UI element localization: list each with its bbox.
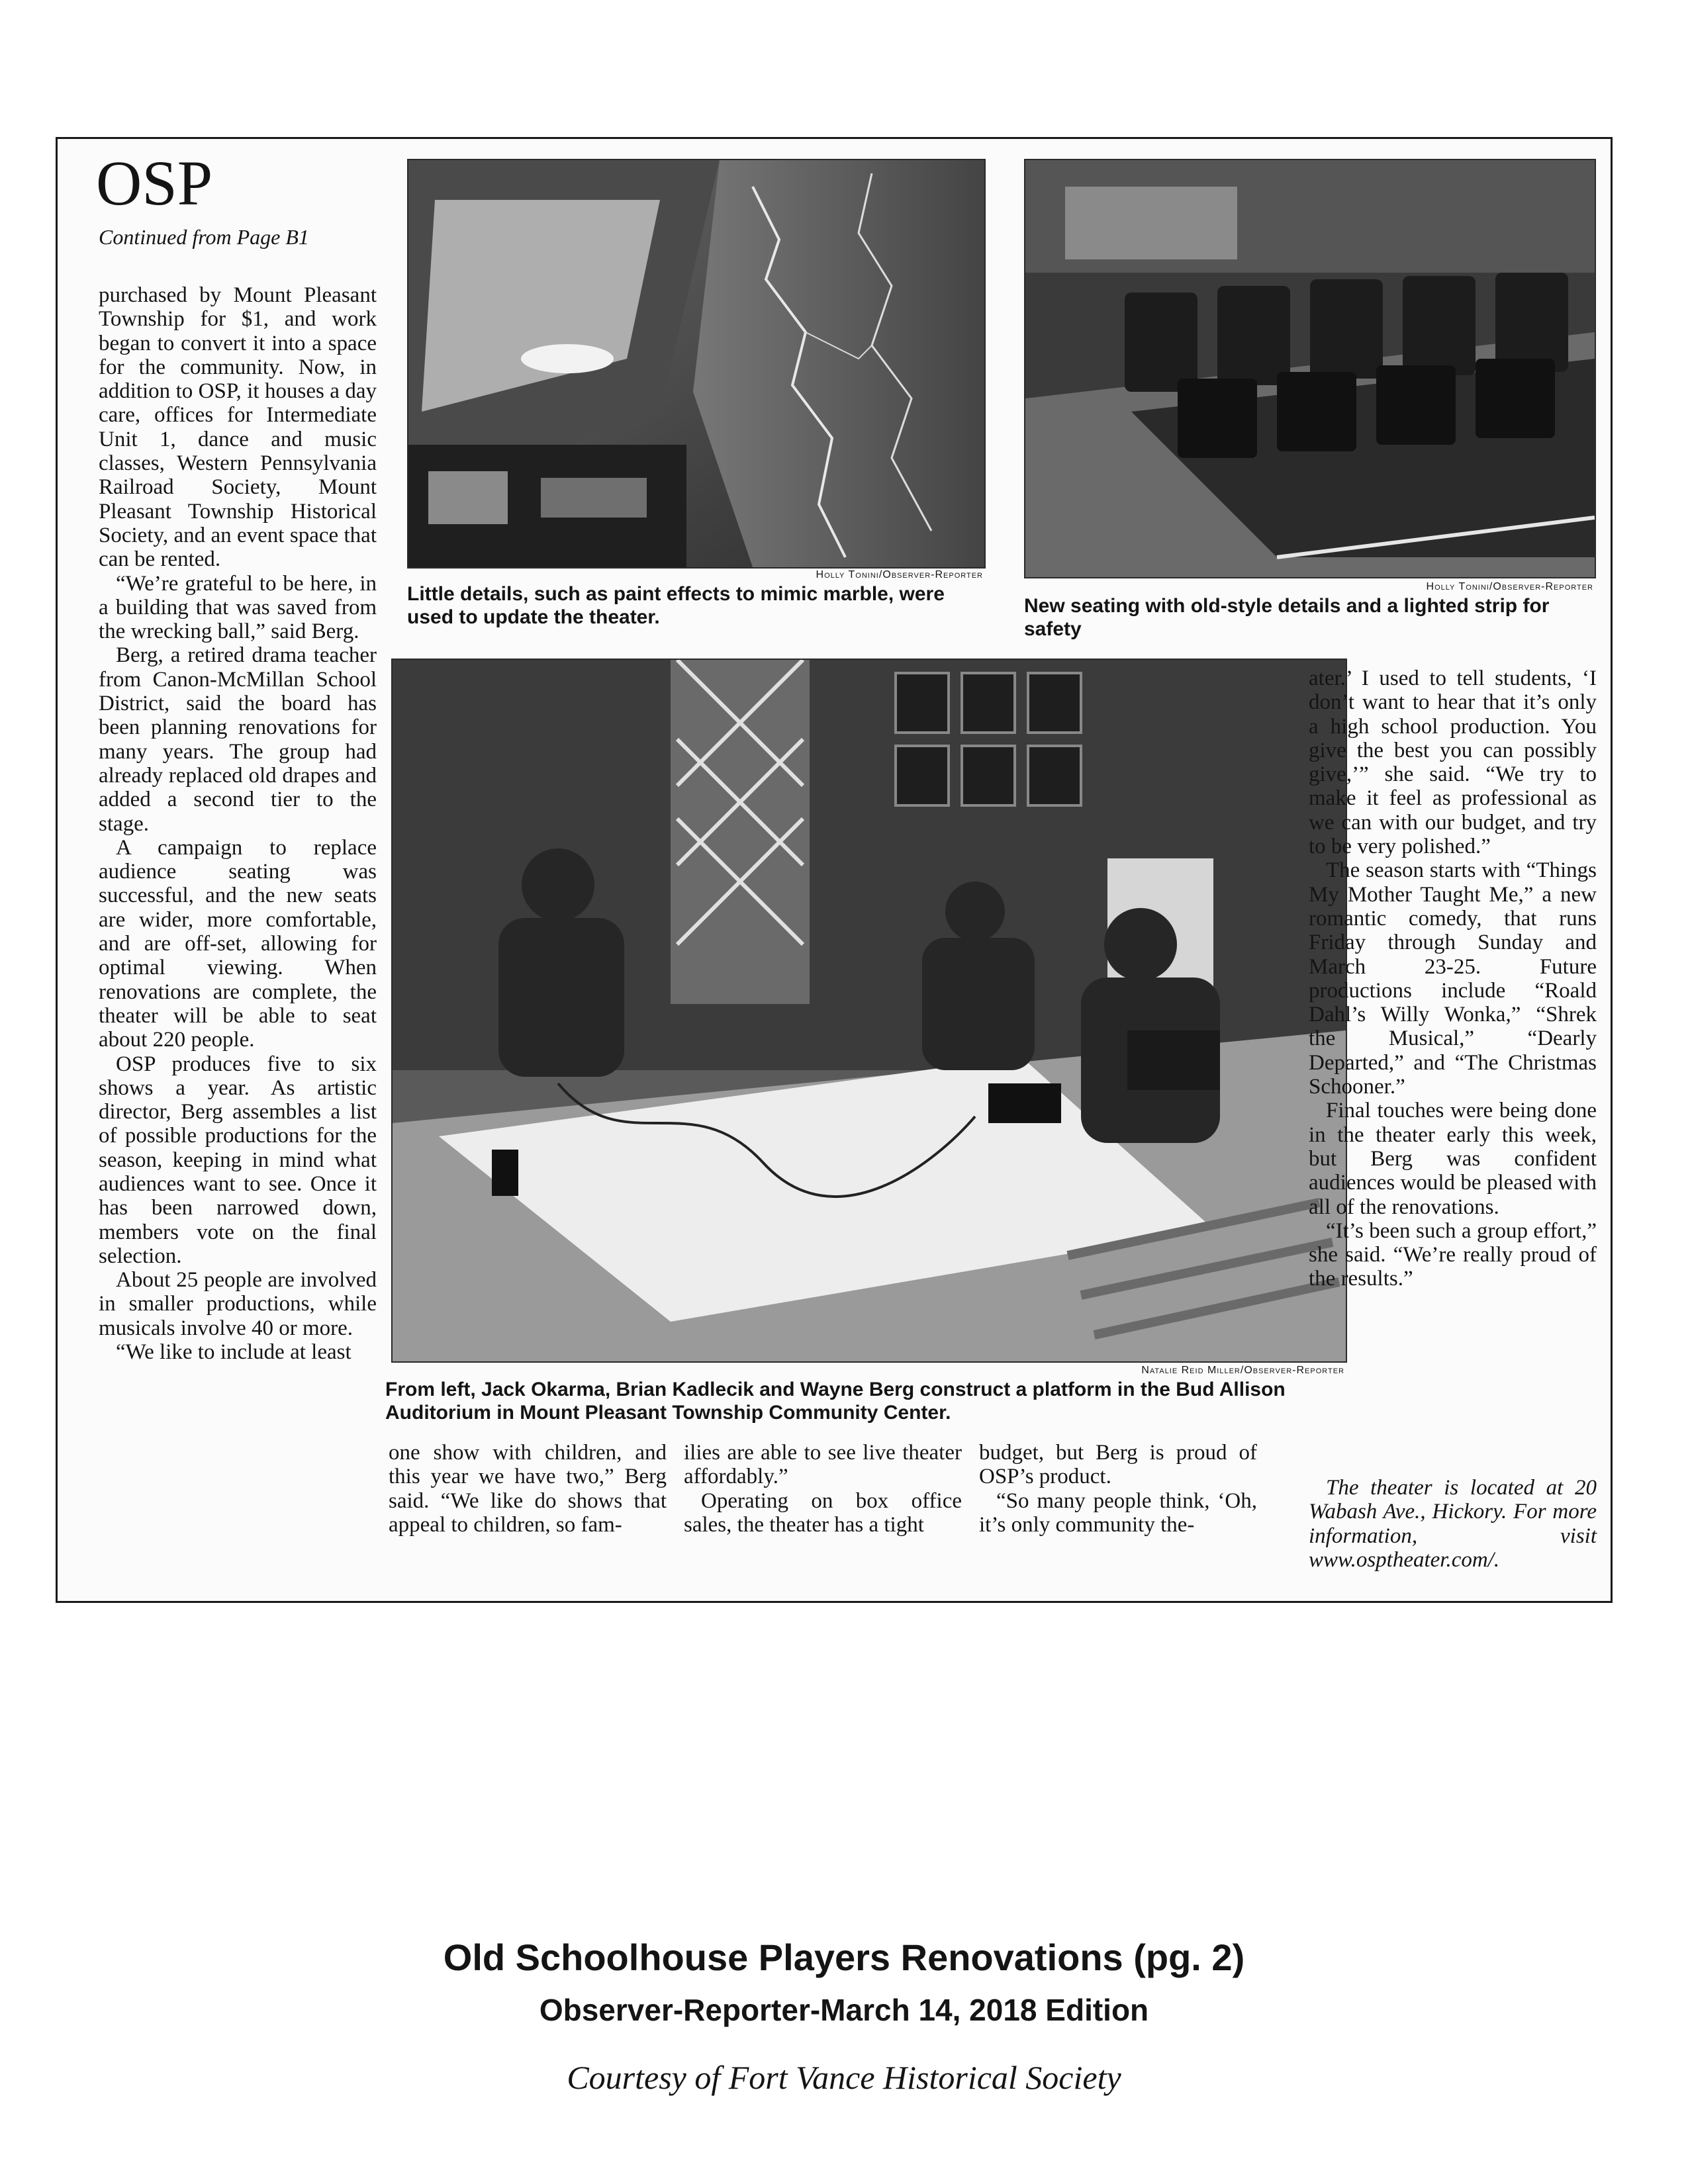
seating-photo-image	[1025, 160, 1595, 577]
paragraph: Berg, a retired drama teacher from Canon-McMillan School District, said the board has been planning renovations for many years. The group had already replaced old drapes and added a second tier to the stage.	[99, 643, 377, 836]
paragraph: Final touches were being done in the theater early this week, but Berg was confident audiences would be pleased with all of the renovations.	[1309, 1099, 1597, 1219]
paragraph: one show with children, and this year we have two,” Berg said. “We like do shows that appeal to children, so fam-	[389, 1441, 667, 1537]
paragraph: ilies are able to see live theater affordably.”	[684, 1441, 962, 1489]
article-column-2	[389, 1441, 667, 1537]
paragraph: OSP produces five to six shows a year. As artistic director, Berg assembles a list of possible productions for the season, keeping in mind what audiences want to see. Once it has been narrowed down, members vote on the final selection.	[99, 1052, 377, 1268]
article-column-4	[979, 1441, 1257, 1537]
paragraph: “We’re grateful to be here, in a building that was saved from the wrecking ball,” said Berg.	[99, 571, 377, 644]
paragraph: “It’s been such a group effort,” she said. “We’re really proud of the results.”	[1309, 1218, 1597, 1291]
paragraph: About 25 people are involved in smaller productions, while musicals involve 40 or more.	[99, 1268, 377, 1340]
newspaper-clipping	[56, 137, 1613, 1603]
continued-note: Continued from Page B1	[99, 225, 309, 249]
paragraph: A campaign to replace audience seating was successful, and the new seats are wider, more comfortable, and are off-set, allowing for optimal viewing. When renovations are complete, the theater will be able to seat about 220 people.	[99, 835, 377, 1052]
article-tagline	[1309, 1476, 1597, 1572]
paragraph: The season starts with “Things My Mother Taught Me,” a new romantic comedy, that runs Friday through Sunday and March 23-25. Future productions include “Roald Dahl’s Willy Wonka,” “Shrek the Musical,” “Dearly Departed,” and “The Christmas Schooner.”	[1309, 858, 1597, 1099]
paragraph: “So many people think, ‘Oh, it’s only community the-	[979, 1488, 1257, 1537]
paragraph: ater.’ I used to tell students, ‘I don’t want to hear that it’s only a high school production. You give the best you can possibly give,’” she said. “We try to make it feel as professional as we can with our budget, and try to be very polished.”	[1309, 666, 1597, 859]
marble-photo	[407, 159, 986, 569]
marble-photo-image	[408, 160, 984, 567]
footer-courtesy: Courtesy of Fort Vance Historical Society	[567, 2059, 1121, 2096]
construction-photo-caption: From left, Jack Okarma, Brian Kadlecik and Wayne Berg construct a platform in the Bud Allison Auditorium in Mount Pleasant Township Community Center.	[385, 1379, 1286, 1424]
paragraph: “We like to include at least	[116, 1340, 352, 1365]
paragraph: Operating on box office sales, the theater has a tight	[684, 1488, 962, 1537]
marble-photo-credit: Holly Tonini/Observer-Reporter	[816, 569, 983, 580]
paragraph: purchased by Mount Pleasant Township for $1, and work began to convert it into a space for the community. Now, in addition to OSP, it houses a day care, offices for Intermediate Unit 1, dance and music classes, Western Pennsylvania Railroad Society, Mount Pleasant Township Historical Society, and an event space that can be rented.	[99, 283, 377, 572]
article-headline: OSP	[96, 148, 213, 218]
seating-photo-caption: New seating with old-style details and a lighted strip for safety	[1024, 595, 1550, 640]
footer-subtitle: Observer-Reporter-March 14, 2018 Edition	[539, 1993, 1149, 2027]
construction-photo-credit: Natalie Reid Miller/Observer-Reporter	[1141, 1365, 1344, 1376]
article-column-1	[99, 283, 377, 1364]
tagline-text: The theater is located at 20 Wabash Ave., Hickory. For more information, visit www.osptheater.com/.	[1309, 1476, 1597, 1572]
construction-photo	[391, 659, 1347, 1363]
seating-photo-credit: Holly Tonini/Observer-Reporter	[1426, 581, 1593, 592]
marble-photo-caption: Little details, such as paint effects to mimic marble, were used to update the theater.	[407, 583, 945, 628]
seating-photo	[1024, 159, 1596, 578]
article-column-5	[1309, 666, 1597, 1291]
footer-title: Old Schoolhouse Players Renovations (pg. 2)	[443, 1936, 1245, 1978]
construction-photo-image	[393, 660, 1346, 1361]
article-column-3	[684, 1441, 962, 1537]
paragraph: budget, but Berg is proud of OSP’s product.	[979, 1441, 1257, 1489]
